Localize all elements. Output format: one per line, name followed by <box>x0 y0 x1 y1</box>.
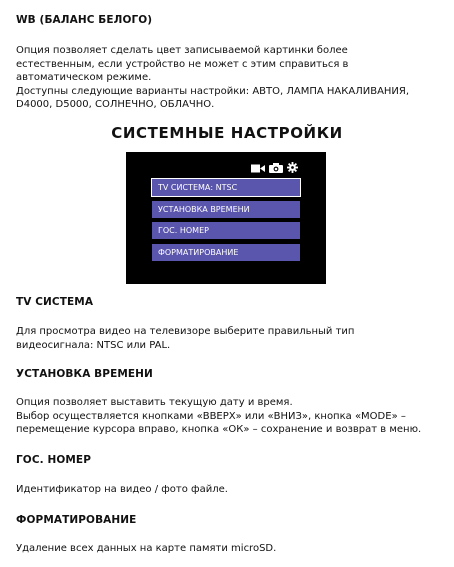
time-line: перемещение курсора вправо, кнопка «ОК» – сохранение и возврат в меню. <box>16 424 422 436</box>
video-camera-icon <box>251 158 265 177</box>
wb-line: D4000, D5000, СОЛНЕЧНО, ОБЛАЧНО. <box>16 99 215 111</box>
wb-heading: WB (БАЛАНС БЕЛОГО) <box>16 14 153 26</box>
menu-item-plate-number[interactable]: ГОС. НОМЕР <box>152 222 300 239</box>
plate-number-description <box>16 483 228 497</box>
time-line: Выбор осуществляется кнопками «ВВЕРХ» или «ВНИЗ», кнопка «MODE» – <box>16 410 406 422</box>
format-description <box>16 542 276 556</box>
wb-line: естественным, если устройство не может с этим справиться в <box>16 58 349 70</box>
set-time-description <box>16 396 421 437</box>
gear-icon <box>287 158 298 177</box>
tv-line: Для просмотра видео на телевизоре выберите правильный тип <box>16 326 355 337</box>
plate-number-heading: ГОС. НОМЕР <box>16 454 91 466</box>
format-line: Удаление всех данных на карте памяти microSD. <box>16 543 277 554</box>
photo-camera-icon <box>269 158 283 177</box>
tv-system-description <box>16 325 354 352</box>
screen-status-icons <box>251 158 298 177</box>
format-heading: ФОРМАТИРОВАНИЕ <box>16 514 137 526</box>
set-time-heading: УСТАНОВКА ВРЕМЕНИ <box>16 368 153 380</box>
menu-item-tv-system[interactable]: TV СИСТЕМА: NTSC <box>152 179 300 196</box>
wb-description <box>16 44 409 112</box>
wb-line: Доступны следующие варианты настройки: АВТО, ЛАМПА НАКАЛИВАНИЯ, <box>16 85 410 97</box>
tv-line: видеосигнала: NTSC или PAL. <box>16 339 171 351</box>
time-line: Опция позволяет выставить текущую дату и время. <box>16 397 293 408</box>
device-screen <box>126 152 326 284</box>
wb-line: Опция позволяет сделать цвет записываемой картинки более <box>16 45 348 56</box>
system-settings-title: СИСТЕМНЫЕ НАСТРОЙКИ <box>111 124 343 142</box>
menu-item-format[interactable]: ФОРМАТИРОВАНИЕ <box>152 244 300 261</box>
menu-item-set-time[interactable]: УСТАНОВКА ВРЕМЕНИ <box>152 201 300 218</box>
plate-line: Идентификатор на видео / фото файле. <box>16 484 228 495</box>
wb-line: автоматическом режиме. <box>16 72 152 84</box>
tv-system-heading: TV СИСТЕМА <box>16 296 94 308</box>
